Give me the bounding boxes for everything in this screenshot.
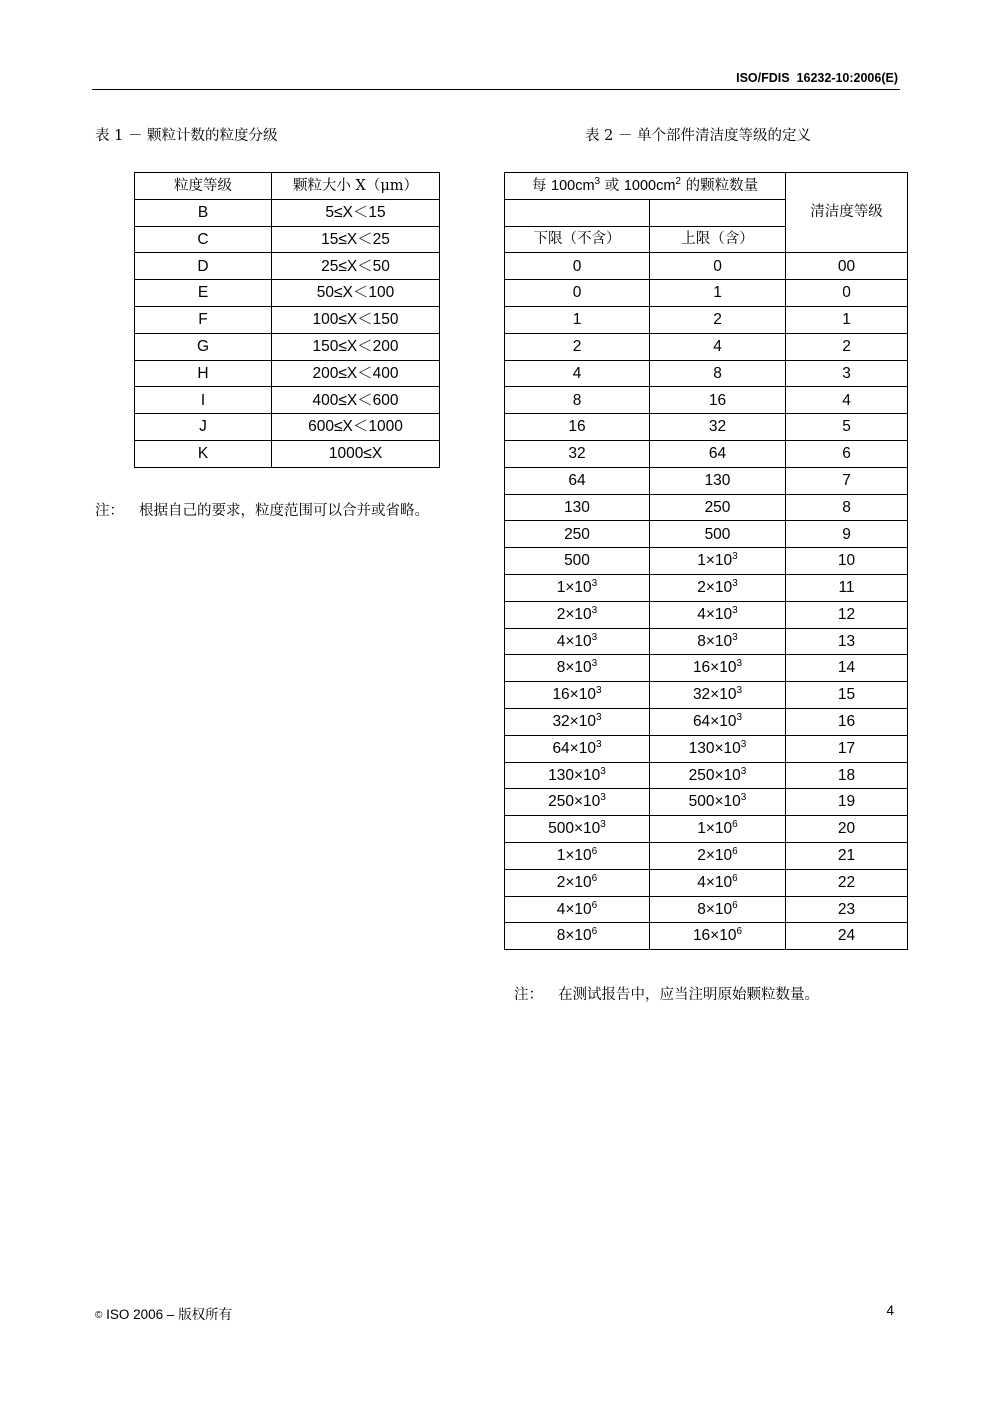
lower-limit-cell-exponent: 3 [591,604,598,616]
lower-limit-cell-value: 0 [572,284,582,302]
size-class-cell: E [135,280,272,307]
table-row [505,628,908,655]
size-range-cell: 5≤X＜15 [272,199,440,226]
cleanliness-class-cell: 18 [786,762,908,789]
table-row [505,735,908,762]
upper-limit-cell-value: 2 [713,311,722,329]
lower-limit-cell-value: 1×10 [556,579,592,597]
lower-limit-cell-value: 2×10 [556,873,592,891]
lower-limit-cell [505,253,650,280]
header-area2-exp: 2 [675,175,681,187]
upper-limit-cell [650,762,786,789]
cleanliness-class-cell: 00 [786,253,908,280]
upper-limit-cell-value: 500×10 [688,793,741,811]
particle-count-header [505,173,786,200]
cleanliness-class-cell: 21 [786,842,908,869]
upper-limit-cell-value: 8×10 [697,900,733,918]
header-area1-exp: 3 [594,175,601,187]
lower-limit-cell-value: 250×10 [548,793,601,811]
upper-limit-cell-value: 64 [708,445,727,463]
upper-limit-cell-value: 4×10 [697,873,733,891]
table-row [505,842,908,869]
upper-limit-cell-value: 500 [704,525,731,543]
size-range-cell: 400≤X＜600 [272,387,440,414]
lower-limit-cell [505,923,650,950]
table-row [505,762,908,789]
cleanliness-class-cell: 17 [786,735,908,762]
header-divider [92,89,900,90]
lower-limit-cell-value: 32 [568,445,586,463]
upper-limit-cell-exponent: 3 [732,551,738,563]
table-row [505,548,908,575]
lower-limit-cell-value: 130 [564,498,590,516]
upper-limit-cell-value: 8 [713,364,722,382]
table-row [505,869,908,896]
lower-limit-cell-value: 2 [572,337,582,355]
upper-limit-cell [650,842,786,869]
table-row [505,306,908,333]
table-row [505,280,908,307]
lower-limit-cell-value: 32×10 [552,713,596,731]
size-class-cell: K [135,440,272,467]
cleanliness-class-cell: 23 [786,896,908,923]
cleanliness-class-cell: 10 [786,548,908,575]
cleanliness-class-cell: 13 [786,628,908,655]
lower-limit-cell-exponent: 6 [591,846,598,858]
copyright [95,1303,232,1323]
lower-limit-cell [505,280,650,307]
table-row [135,280,440,307]
upper-limit-cell [650,360,786,387]
lower-limit-cell [505,762,650,789]
size-class-cell: G [135,333,272,360]
header-or: 或 [600,177,624,194]
upper-limit-cell [650,333,786,360]
upper-limit-cell [650,816,786,843]
lower-limit-cell [505,655,650,682]
upper-limit-cell [650,708,786,735]
particle-size-classes-table [134,172,440,468]
lower-limit-cell-value: 4×10 [556,632,592,650]
cleanliness-class-table [504,172,908,950]
cleanliness-class-cell: 2 [786,333,908,360]
note-text: 在测试报告中，应当注明原始颗粒数量。 [558,987,819,1003]
table-row [505,816,908,843]
upper-limit-cell-value: 130×10 [688,739,741,757]
upper-limit-cell-value: 1 [713,284,722,302]
table-row [135,440,440,467]
rights-text: 版权所有 [178,1307,233,1323]
upper-limit-cell-value: 16×10 [692,927,737,945]
upper-limit-cell-value: 4 [713,337,722,355]
upper-limit-cell-exponent: 3 [736,658,743,670]
cleanliness-class-cell: 16 [786,708,908,735]
table-row [135,253,440,280]
size-class-cell: F [135,306,272,333]
lower-limit-cell-value: 16×10 [552,686,596,704]
upper-limit-cell-value: 2×10 [697,847,733,865]
size-range-cell: 25≤X＜50 [272,253,440,280]
lower-limit-cell [505,682,650,709]
lower-limit-cell-value: 8×10 [556,927,592,945]
copyright-icon: © [95,1310,103,1321]
size-class-cell: I [135,387,272,414]
size-range-cell: 100≤X＜150 [272,306,440,333]
upper-limit-cell [650,735,786,762]
upper-limit-cell-value: 4×10 [697,605,733,623]
upper-limit-cell-value: 16×10 [692,659,737,677]
size-class-cell: B [135,199,272,226]
lower-limit-cell-value: 16 [568,418,586,436]
upper-limit-cell [650,574,786,601]
cleanliness-class-cell: 24 [786,923,908,950]
lower-limit-cell [505,494,650,521]
cleanliness-class-header: 清洁度等级 [786,173,908,253]
table-row [505,574,908,601]
upper-limit-cell [650,280,786,307]
upper-limit-cell [650,414,786,441]
upper-limit-cell [650,628,786,655]
table2-caption: 表 2 － 单个部件清洁度等级的定义 [585,128,812,144]
table-header-row [505,173,908,200]
table-row [135,199,440,226]
cleanliness-class-cell: 15 [786,682,908,709]
lower-limit-cell-exponent: 3 [591,578,598,590]
lower-limit-cell-exponent: 6 [591,926,598,938]
lower-limit-header: 下限（不含） [505,226,650,253]
table-row [505,333,908,360]
cleanliness-class-cell: 8 [786,494,908,521]
upper-limit-cell [650,923,786,950]
cleanliness-class-cell: 12 [786,601,908,628]
lower-limit-cell [505,440,650,467]
cleanliness-class-cell: 22 [786,869,908,896]
table-row [505,682,908,709]
upper-limit-cell-exponent: 6 [736,926,743,938]
note-label: 注： [95,503,124,519]
size-range-cell: 15≤X＜25 [272,226,440,253]
table-row [505,923,908,950]
empty-cell [650,199,786,226]
header-area2: 1000cm [623,177,676,194]
table-row [135,414,440,441]
table1-note [95,499,429,520]
lower-limit-cell [505,735,650,762]
lower-limit-cell-exponent: 3 [595,685,602,697]
table-row [505,387,908,414]
lower-limit-cell-exponent: 6 [591,899,598,911]
table-row [505,708,908,735]
table-row [135,360,440,387]
lower-limit-cell [505,869,650,896]
lower-limit-cell [505,896,650,923]
upper-limit-cell [650,467,786,494]
lower-limit-cell-value: 1 [572,311,582,329]
table-row [505,896,908,923]
header-suffix: 的颗粒数量 [680,177,759,194]
cleanliness-class-cell: 20 [786,816,908,843]
upper-limit-cell-value: 1×10 [697,552,733,570]
upper-limit-cell-exponent: 3 [732,604,738,616]
lower-limit-cell-value: 64×10 [552,739,596,757]
size-range-cell: 200≤X＜400 [272,360,440,387]
lower-limit-cell [505,333,650,360]
cleanliness-class-cell: 7 [786,467,908,494]
lower-limit-cell [505,601,650,628]
lower-limit-cell [505,816,650,843]
upper-limit-cell-exponent: 6 [732,872,738,884]
lower-limit-cell-value: 0 [572,257,582,275]
cleanliness-class-cell: 6 [786,440,908,467]
upper-limit-cell-value: 130 [704,471,731,489]
header-area1: 100cm [551,177,595,194]
upper-limit-cell [650,869,786,896]
upper-limit-cell [650,682,786,709]
note-label: 注： [514,987,543,1003]
note-text: 根据自己的要求，粒度范围可以合并或省略。 [139,503,429,519]
table-row [505,789,908,816]
upper-limit-cell-exponent: 3 [740,792,747,804]
cleanliness-class-cell: 5 [786,414,908,441]
cleanliness-class-cell: 1 [786,306,908,333]
upper-limit-cell-value: 32×10 [692,686,737,704]
size-range-cell: 50≤X＜100 [272,280,440,307]
upper-limit-cell-value: 1×10 [697,820,733,838]
page-number: 4 [886,1303,894,1318]
upper-limit-cell-exponent: 6 [732,899,738,911]
size-class-cell: D [135,253,272,280]
lower-limit-cell-value: 130×10 [548,766,601,784]
upper-limit-cell-exponent: 3 [732,631,738,643]
table-row [505,440,908,467]
upper-limit-cell [650,494,786,521]
upper-limit-cell-exponent: 3 [736,712,743,724]
copyright-text: ISO 2006 – [102,1307,179,1322]
size-class-cell: H [135,360,272,387]
lower-limit-cell [505,306,650,333]
table-header-row [135,173,440,200]
col-header-size-class: 粒度等级 [135,173,272,200]
lower-limit-cell-value: 8×10 [556,659,592,677]
lower-limit-cell [505,360,650,387]
upper-limit-cell-exponent: 3 [740,738,747,750]
upper-limit-cell [650,306,786,333]
table-row [505,360,908,387]
table-row [505,467,908,494]
lower-limit-cell [505,467,650,494]
upper-limit-cell-exponent: 3 [736,685,743,697]
size-range-cell: 600≤X＜1000 [272,414,440,441]
upper-limit-cell-exponent: 3 [732,578,738,590]
table-row [505,253,908,280]
lower-limit-cell-value: 500 [564,552,590,570]
table-row [505,414,908,441]
table-row [505,521,908,548]
lower-limit-cell-value: 4×10 [556,900,592,918]
upper-limit-cell-value: 64×10 [692,713,737,731]
lower-limit-cell-exponent: 3 [600,819,606,831]
lower-limit-cell [505,548,650,575]
upper-limit-cell [650,601,786,628]
lower-limit-cell-exponent: 3 [595,738,602,750]
lower-limit-cell-value: 250 [564,525,590,543]
upper-limit-cell-exponent: 6 [732,819,738,831]
upper-limit-cell-value: 32 [708,418,727,436]
table-row [135,226,440,253]
lower-limit-cell-value: 1×10 [556,847,592,865]
upper-limit-header: 上限（含） [650,226,786,253]
lower-limit-cell-exponent: 3 [600,765,606,777]
lower-limit-cell-exponent: 3 [600,792,606,804]
lower-limit-cell [505,521,650,548]
upper-limit-cell-exponent: 6 [732,846,738,858]
cleanliness-class-cell: 9 [786,521,908,548]
upper-limit-cell-exponent: 3 [740,765,747,777]
table2-note [514,983,819,1004]
size-range-cell: 150≤X＜200 [272,333,440,360]
table-row [505,601,908,628]
lower-limit-cell-value: 500×10 [548,820,601,838]
table-row [505,494,908,521]
upper-limit-cell [650,440,786,467]
cleanliness-class-cell: 0 [786,280,908,307]
upper-limit-cell [650,789,786,816]
table-row [505,655,908,682]
upper-limit-cell-value: 250×10 [688,766,741,784]
table-row [135,306,440,333]
size-class-cell: C [135,226,272,253]
upper-limit-cell [650,655,786,682]
standard-id: ISO/FDIS 16232-10:2006(E) [736,71,898,85]
lower-limit-cell-value: 8 [572,391,582,409]
header-prefix: 每 [531,177,552,194]
lower-limit-cell-exponent: 6 [591,872,598,884]
lower-limit-cell-value: 4 [572,364,582,382]
table-row [135,387,440,414]
upper-limit-cell-value: 8×10 [697,632,733,650]
cleanliness-class-cell: 11 [786,574,908,601]
cleanliness-class-cell: 19 [786,789,908,816]
lower-limit-cell-exponent: 3 [595,712,602,724]
cleanliness-class-cell: 4 [786,387,908,414]
cleanliness-class-cell: 14 [786,655,908,682]
lower-limit-cell [505,628,650,655]
size-class-cell: J [135,414,272,441]
lower-limit-cell [505,387,650,414]
lower-limit-cell [505,842,650,869]
upper-limit-cell [650,521,786,548]
lower-limit-cell-value: 2×10 [556,605,592,623]
lower-limit-cell-exponent: 3 [591,631,598,643]
upper-limit-cell-value: 0 [713,257,722,275]
upper-limit-cell [650,253,786,280]
lower-limit-cell [505,574,650,601]
lower-limit-cell [505,414,650,441]
upper-limit-cell [650,896,786,923]
lower-limit-cell-value: 64 [568,471,586,489]
upper-limit-cell-value: 250 [704,498,731,516]
table-row [135,333,440,360]
upper-limit-cell-value: 16 [708,391,727,409]
cleanliness-class-cell: 3 [786,360,908,387]
upper-limit-cell [650,548,786,575]
empty-cell [505,199,650,226]
table1-caption: 表 1 － 颗粒计数的粒度分级 [95,128,278,144]
lower-limit-cell-exponent: 3 [591,658,598,670]
size-range-cell: 1000≤X [272,440,440,467]
upper-limit-cell-value: 2×10 [697,579,733,597]
lower-limit-cell [505,708,650,735]
upper-limit-cell [650,387,786,414]
lower-limit-cell [505,789,650,816]
col-header-particle-size: 颗粒大小 X（μm） [272,173,440,200]
